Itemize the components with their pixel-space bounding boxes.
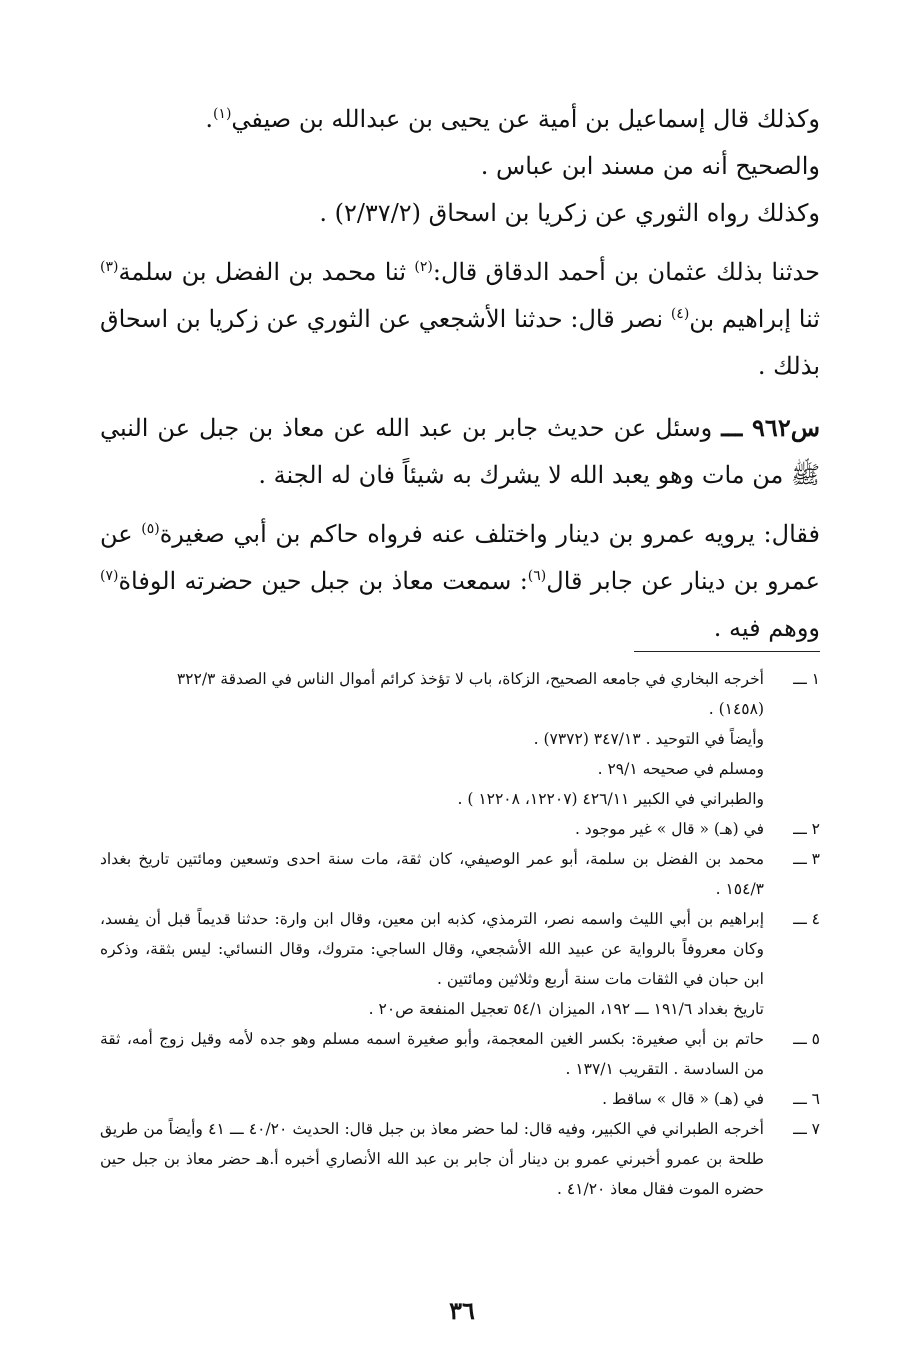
- question-number: س٩٦٢ ـــ: [721, 413, 820, 442]
- footnote-5: [100, 1024, 820, 1084]
- footnote-line: (١٤٥٨) .: [708, 700, 764, 718]
- footnote-line: حاتم بن أبي صغيرة: بكسر الغين المعجمة، وأبو صغيرة اسمه مسلم وهو جده لأمه وقيل زوج أمه، ثقة من السادسة . التقريب ١٣٧/١ .: [100, 1030, 764, 1078]
- footnote-line: محمد بن الفضل بن سلمة، أبو عمر الوصيفي، كان ثقة، مات سنة احدى وتسعين ومائتين تاريخ بغداد ١٥٤/٣ .: [100, 850, 764, 898]
- footnote-3: [100, 844, 820, 904]
- answer-paragraph: فقال: يرويه عمرو بن دينار واختلف عنه فرواه حاكم بن أبي صغيرة$^{(٥)}$ عن عمرو بن دينار عن جابر قال$^{(٦)}$: سمعت معاذ بن جبل حين حضرته الوفاة$^{(٧)}$ ووهم فيه .: [100, 520, 821, 642]
- footnote-ref: (٥): [141, 521, 160, 537]
- footnote-ref: (٦): [527, 568, 547, 584]
- footnote-line: إبراهيم بن أبي الليث واسمه نصر، الترمذي، كذبه ابن معين، وقال ابن وارة: حدثنا قديماً قبل أن يفسد، وكان معروفاً بالرواية عن عبيد الله الأشجعي، وقال الساجي: متروك، وقال النسائي: ليس بثقة، وذكره ابن حبان في الثقات مات سنة أربع وثلاثين ومائتين .: [100, 910, 764, 988]
- question-paragraph: س٩٦٢ ـــ وسئل عن حديث جابر بن عبد الله عن معاذ بن جبل عن النبي ﷺ من مات وهو يعبد الله لا يشرك به شيئاً فان له الجنة .: [100, 413, 820, 489]
- page-number: ٣٦: [449, 1296, 475, 1325]
- footnote-line: في (هـ) « قال » ساقط .: [602, 1090, 764, 1108]
- footnote-4: [100, 904, 820, 1024]
- footnote-ref: (٣): [100, 259, 119, 275]
- footnote-line: والطبراني في الكبير ٤٢٦/١١ (١٢٢٠٧، ١٢٢٠٨ ) .: [457, 790, 764, 808]
- footnote-divider: [634, 651, 820, 652]
- footnote-1: [100, 664, 820, 814]
- footnote-line: في (هـ) « قال » غير موجود .: [574, 820, 764, 838]
- footnote-2: [100, 814, 820, 844]
- footnotes: [100, 664, 820, 1204]
- footnote-7: [100, 1114, 820, 1204]
- footnote-number: ٣ ـــ: [793, 850, 820, 868]
- footnote-ref: (٧): [100, 568, 119, 584]
- footnote-line: وأيضاً في التوحيد . ٣٤٧/١٣ (٧٣٧٢) .: [533, 730, 764, 748]
- footnote-number: ٥ ـــ: [793, 1030, 820, 1048]
- text-line: وكذلك رواه الثوري عن زكريا بن اسحاق (٢/٣٧/٢) .: [319, 199, 820, 227]
- footnote-number: ٦ ـــ: [793, 1090, 820, 1108]
- main-text: [100, 96, 820, 652]
- footnote-line: أخرجه البخاري في جامعه الصحيح، الزكاة، باب لا تؤخذ كرائم أموال الناس في الصدقة ٣٢٢/٣: [176, 670, 764, 688]
- footnote-number: ١ ـــ: [793, 670, 820, 688]
- footnote-number: ٧ ـــ: [793, 1120, 820, 1138]
- footnote-ref: (١): [212, 106, 232, 122]
- footnote-ref: (٢): [414, 259, 433, 275]
- footnote-number: ٢ ـــ: [793, 820, 820, 838]
- text-line: وكذلك قال إسماعيل بن أمية عن يحيى بن عبدالله بن صيفي$^{(١)}$.: [205, 105, 820, 133]
- text-line: والصحيح أنه من مسند ابن عباس .: [480, 152, 820, 180]
- footnote-6: [100, 1084, 820, 1114]
- isnad-paragraph: حدثنا بذلك عثمان بن أحمد الدقاق قال:$^{(٢)}$ ثنا محمد بن الفضل بن سلمة$^{(٣)}$ ثنا إبراهيم بن$^{(٤)}$ نصر قال: حدثنا الأشجعي عن الثوري عن زكريا بن اسحاق بذلك .: [100, 258, 820, 380]
- footnote-ref: (٤): [670, 306, 690, 322]
- footnote-line: أخرجه الطبراني في الكبير، وفيه قال: لما حضر معاذ بن جبل قال: الحديث ٤٠/٢٠ ـــ ٤١ وأيضاً من طريق طلحة بن عمرو أخبرني عمرو بن دينار أن جابر بن عبد الله الأنصاري أخبره أ.هـ حضر معاذ بن جبل حين حضره الموت فقال معاذ ٤١/٢٠ .: [100, 1120, 764, 1198]
- footnote-line: ومسلم في صحيحه ٢٩/١ .: [597, 760, 764, 778]
- footnote-number: ٤ ـــ: [793, 910, 820, 928]
- footnote-line: تاريخ بغداد ١٩١/٦ ـــ ١٩٢، الميزان ٥٤/١ تعجيل المنفعة ص٢٠ .: [368, 1000, 764, 1018]
